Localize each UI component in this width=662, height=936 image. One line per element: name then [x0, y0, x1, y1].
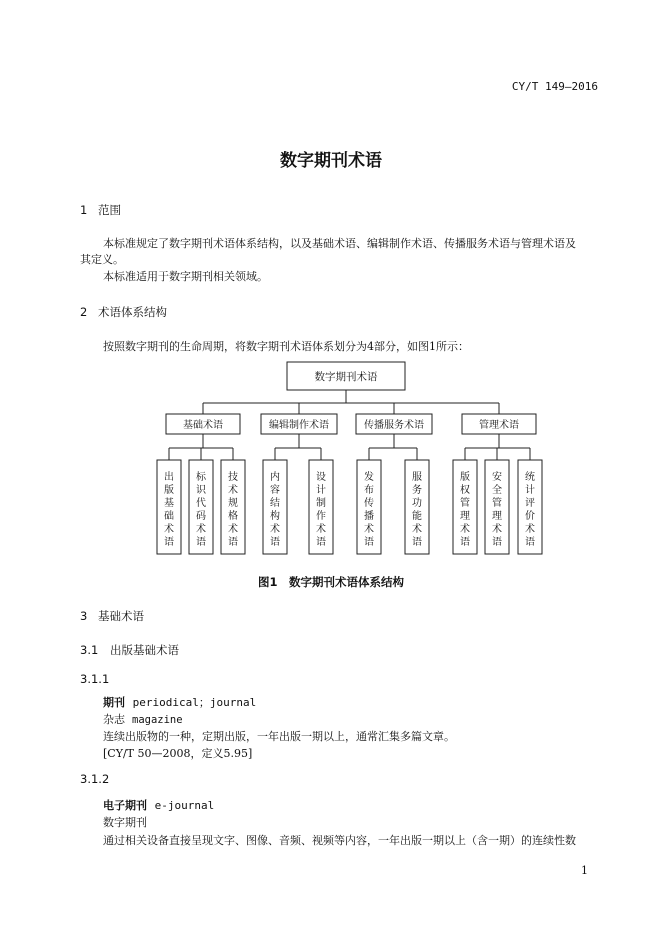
- diagram-leaf-char: 务: [412, 485, 422, 496]
- diagram-group-label: 管理术语: [479, 420, 519, 431]
- diagram-leaf-char: 术: [412, 524, 422, 535]
- diagram-leaf-char: 语: [412, 537, 422, 548]
- scope-paragraph-line-1: 本标准规定了数字期刊术语体系结构，以及基础术语、编辑制作术语、传播服务术语与管理术语及: [103, 237, 576, 250]
- diagram-leaf-char: 理: [460, 511, 470, 522]
- diagram-leaf-char: 语: [492, 537, 502, 548]
- diagram-leaf-char: 术: [228, 485, 238, 496]
- diagram-leaf-char: 制: [316, 498, 326, 509]
- diagram-leaf-char: 术: [364, 524, 374, 535]
- diagram-leaf-char: 管: [460, 498, 470, 509]
- figure-caption: 图1 数字期刊术语体系结构: [257, 575, 404, 589]
- diagram-leaf-char: 识: [196, 485, 206, 496]
- diagram-leaf-char: 代: [196, 498, 206, 509]
- diagram-leaf-char: 语: [270, 537, 280, 548]
- diagram-leaf-char: 术: [164, 524, 174, 535]
- diagram-leaf-char: 管: [492, 498, 502, 509]
- diagram-leaf-char: 技: [228, 472, 238, 483]
- diagram-leaf-char: 评: [525, 498, 535, 509]
- diagram-leaf-char: 作: [316, 511, 326, 522]
- document-title: 数字期刊术语: [280, 151, 382, 171]
- section-title: 术语体系结构: [98, 305, 167, 319]
- diagram-leaf-char: 价: [525, 511, 535, 522]
- diagram-leaf-char: 容: [270, 485, 280, 496]
- term-3-1-1-source: [CY/T 50—2008，定义5.95]: [103, 747, 253, 760]
- standard-code: CY/T 149—2016: [511, 80, 598, 93]
- term-3-1-1-definition: 连续出版物的一种，定期出版，一年出版一期以上，通常汇集多篇文章。: [103, 730, 455, 743]
- diagram-leaf-char: 语: [525, 537, 535, 548]
- diagram-leaf-char: 结: [270, 498, 280, 509]
- diagram-leaf-char: 安: [492, 472, 502, 483]
- term-name: 电子期刊: [103, 799, 147, 812]
- diagram-leaf-char: 构: [270, 511, 280, 522]
- diagram-leaf-char: 内: [270, 472, 280, 483]
- term-3-1-2-number: 3.1.2: [80, 772, 110, 786]
- diagram-leaf-char: 服: [412, 472, 422, 483]
- diagram-leaf-char: 功: [412, 498, 422, 509]
- term-3-1-2-synonym: 数字期刊: [103, 816, 147, 829]
- scope-paragraph-line-2: 其定义。: [80, 253, 124, 266]
- term-3-1-1-synonym: [103, 711, 183, 727]
- diagram-leaf-char: 布: [364, 485, 374, 496]
- diagram-leaf-char: 术: [492, 524, 502, 535]
- diagram-leaf-char: 发: [364, 472, 374, 483]
- structure-paragraph: 按照数字期刊的生命周期，将数字期刊术语体系划分为4部分，如图1所示：: [103, 340, 469, 353]
- section-title: 范围: [98, 203, 121, 217]
- term-english: e-journal: [154, 799, 215, 812]
- diagram-leaf-char: 码: [196, 511, 206, 522]
- diagram-leaf-char: 语: [196, 537, 206, 548]
- diagram-leaf-char: 传: [364, 498, 374, 509]
- section-title: 基础术语: [98, 609, 144, 623]
- diagram-leaf-char: 理: [492, 511, 502, 522]
- diagram-leaf-char: 标: [196, 472, 206, 483]
- diagram-leaf-char: 语: [364, 537, 374, 548]
- diagram-leaf-char: 语: [460, 537, 470, 548]
- diagram-leaf-char: 设: [316, 472, 326, 483]
- diagram-group-label: 基础术语: [183, 420, 223, 431]
- section-number: 3: [80, 609, 88, 623]
- diagram-leaf-char: 语: [164, 537, 174, 548]
- diagram-leaf-char: 版: [164, 485, 174, 496]
- diagram-leaf-char: 出: [164, 472, 174, 483]
- diagram-group-label: 传播服务术语: [364, 420, 424, 431]
- diagram-leaf-char: 语: [228, 537, 238, 548]
- diagram-leaf-char: 规: [228, 498, 238, 509]
- diagram-leaf-char: 术: [460, 524, 470, 535]
- diagram-leaf-char: 术: [525, 524, 535, 535]
- diagram-leaf-char: 能: [412, 511, 422, 522]
- diagram-leaf-char: 术: [196, 524, 206, 535]
- diagram-leaf-char: 格: [228, 511, 238, 522]
- diagram-leaf-char: 基: [164, 498, 174, 509]
- diagram-leaf-char: 术: [316, 524, 326, 535]
- diagram-leaf-char: 权: [460, 485, 470, 496]
- diagram-leaf-char: 术: [228, 524, 238, 535]
- section-3-1-heading: [80, 642, 179, 658]
- section-3-heading: [80, 608, 144, 624]
- diagram-leaf-char: 计: [525, 485, 535, 496]
- diagram-leaf-char: 版: [460, 472, 470, 483]
- diagram-leaf-char: 播: [364, 511, 374, 522]
- term-3-1-1-number: 3.1.1: [80, 672, 110, 686]
- term-name: 期刊: [103, 696, 125, 709]
- diagram-group-label: 编辑制作术语: [269, 420, 329, 431]
- section-number: 2: [80, 305, 88, 319]
- term-3-1-2-definition: 通过相关设备直接呈现文字、图像、音频、视频等内容，一年出版一期以上（含一期）的连续性数: [103, 834, 576, 847]
- section-title: 出版基础术语: [110, 643, 179, 657]
- synonym-english: magazine: [132, 714, 183, 726]
- synonym-name: 杂志: [103, 713, 125, 726]
- term-3-1-1-title: [103, 694, 256, 710]
- diagram-leaf-char: 础: [164, 511, 174, 522]
- diagram-leaf-char: 全: [492, 485, 502, 496]
- term-english: periodical；journal: [132, 696, 257, 709]
- section-number: 3.1: [80, 643, 99, 657]
- section-number: 1: [80, 203, 88, 217]
- term-3-1-2-title: [103, 797, 214, 813]
- diagram-leaf-char: 计: [316, 485, 326, 496]
- diagram-leaf-char: 术: [270, 524, 280, 535]
- scope-paragraph-2: 本标准适用于数字期刊相关领域。: [103, 270, 268, 283]
- page-number: 1: [581, 864, 588, 877]
- diagram-leaf-char: 统: [525, 472, 535, 483]
- diagram-leaf-char: 语: [316, 537, 326, 548]
- diagram-root-label: 数字期刊术语: [314, 371, 378, 383]
